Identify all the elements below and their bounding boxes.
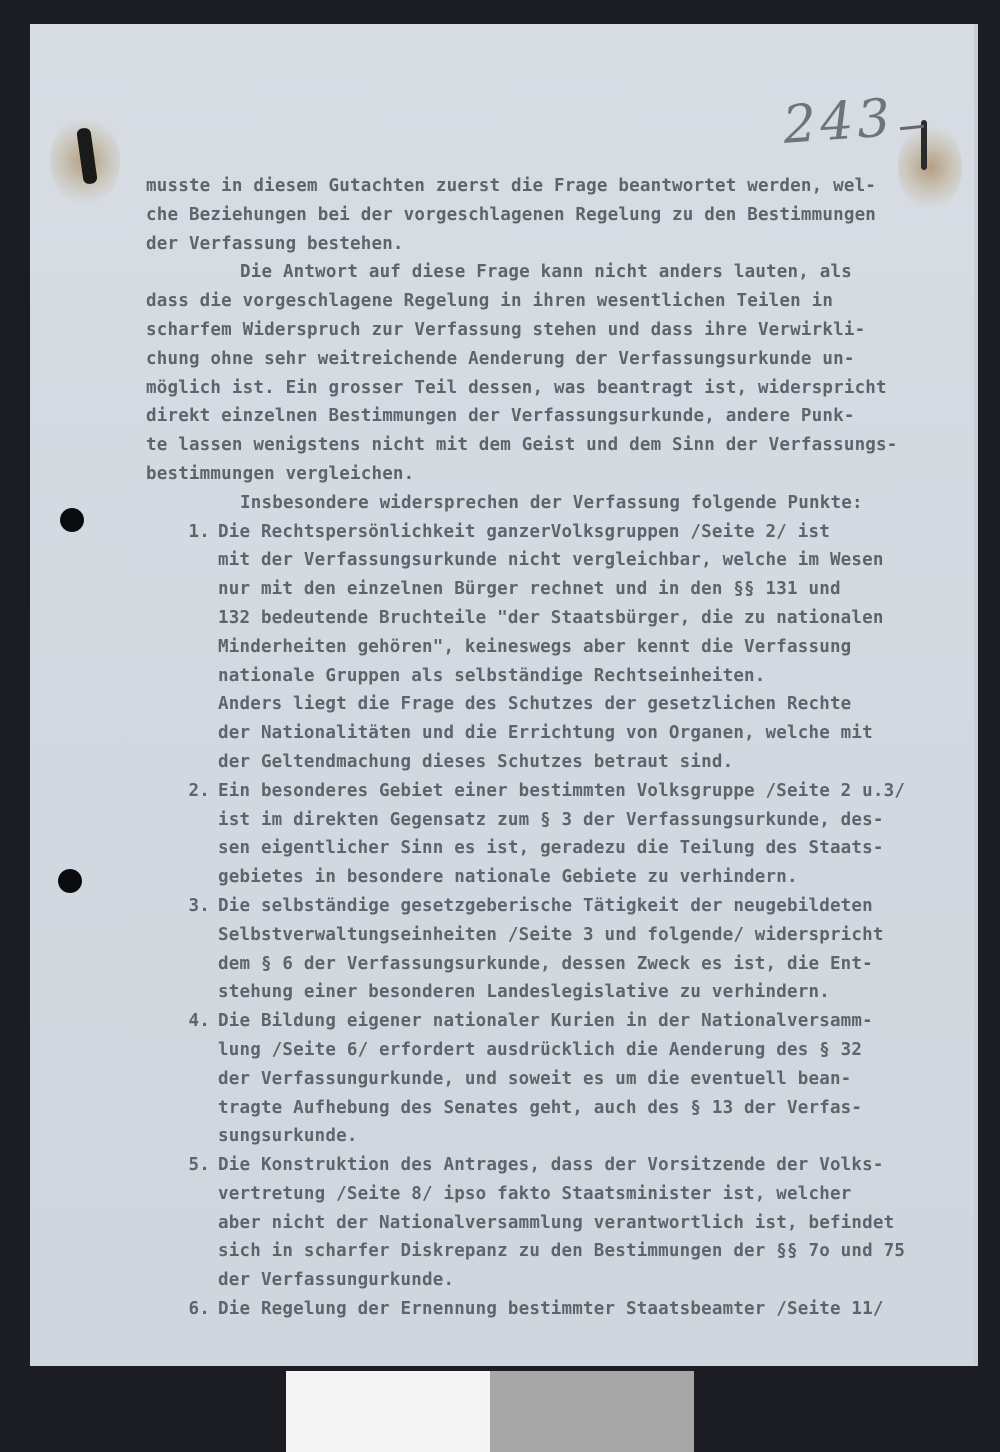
- text-line: Die Regelung der Ernennung bestimmter Staatsbeamter /Seite 11/: [218, 1299, 884, 1320]
- text-line: der Verfassung bestehen.: [146, 233, 404, 254]
- text-line: aber nicht der Nationalversammlung verantwortlich ist, befindet: [218, 1212, 895, 1233]
- text-line: der Verfassungurkunde.: [218, 1270, 455, 1291]
- paragraph-1: [146, 172, 966, 258]
- paragraph-3: [146, 489, 966, 518]
- list-number: 6.: [188, 1299, 210, 1320]
- text-line: ist im direkten Gegensatz zum § 3 der Verfassungsurkunde, des-: [218, 809, 884, 830]
- handwritten-page-number: 243: [781, 88, 897, 156]
- text-line: sungsurkunde.: [218, 1126, 358, 1147]
- list-item-5: [146, 1151, 966, 1295]
- text-line: Die Antwort auf diese Frage kann nicht anders lauten, als: [240, 262, 852, 283]
- text-line: lung /Seite 6/ erfordert ausdrücklich die Aenderung des § 32: [218, 1039, 863, 1060]
- list-number: 5.: [188, 1155, 210, 1176]
- text-line: der Geltendmachung dieses Schutzes betraut sind.: [218, 751, 734, 772]
- text-line: scharfem Widerspruch zur Verfassung stehen und dass ihre Verwirkli-: [146, 319, 866, 340]
- list-item-text: [218, 518, 966, 777]
- text-line: dem § 6 der Verfassungsurkunde, dessen Zweck es ist, die Ent-: [218, 953, 873, 974]
- text-line: Anders liegt die Frage des Schutzes der gesetzlichen Rechte: [218, 694, 852, 715]
- text-line: möglich ist. Ein grosser Teil dessen, was beantragt ist, widerspricht: [146, 377, 887, 398]
- list-number: 3.: [188, 895, 210, 916]
- list-item-text: [218, 1007, 966, 1151]
- list-item-1: [146, 518, 966, 777]
- text-line: chung ohne sehr weitreichende Aenderung der Verfassungsurkunde un-: [146, 348, 855, 369]
- list-item-text: [218, 1295, 966, 1324]
- text-line: Die selbständige gesetzgeberische Tätigkeit der neugebildeten: [218, 895, 873, 916]
- text-line: direkt einzelnen Bestimmungen der Verfassungsurkunde, andere Punk-: [146, 406, 855, 427]
- text-line: Die Konstruktion des Antrages, dass der Vorsitzende der Volks-: [218, 1155, 884, 1176]
- text-line: Die Bildung eigener nationaler Kurien in der Nationalversamm-: [218, 1011, 873, 1032]
- text-line: nationale Gruppen als selbständige Rechtseinheiten.: [218, 665, 766, 686]
- list-item-6: [146, 1295, 966, 1324]
- text-line: Ein besonderes Gebiet einer bestimmten Volksgruppe /Seite 2 u.3/: [218, 780, 906, 801]
- document-body: [146, 172, 966, 1324]
- list-item-4: [146, 1007, 966, 1151]
- list-item-text: [218, 1151, 966, 1295]
- text-line: vertretung /Seite 8/ ipso fakto Staatsminister ist, welcher: [218, 1183, 852, 1204]
- list-item-3: [146, 892, 966, 1007]
- text-line: mit der Verfassungsurkunde nicht vergleichbar, welche im Wesen: [218, 550, 884, 571]
- text-line: Die Rechtspersönlichkeit ganzerVolksgruppen /Seite 2/ ist: [218, 521, 830, 542]
- list-number: 4.: [188, 1011, 210, 1032]
- text-line: stehung einer besonderen Landeslegislative zu verhindern.: [218, 982, 830, 1003]
- text-line: sen eigentlicher Sinn es ist, geradezu die Teilung des Staats-: [218, 838, 884, 859]
- calibration-patch-white: [286, 1371, 490, 1452]
- text-line: Insbesondere widersprechen der Verfassung folgende Punkte:: [240, 492, 863, 513]
- punch-hole-lower: [58, 869, 82, 893]
- text-line: tragte Aufhebung des Senates geht, auch des § 13 der Verfas-: [218, 1097, 863, 1118]
- text-line: bestimmungen vergleichen.: [146, 463, 415, 484]
- list-number: 2.: [188, 780, 210, 801]
- punch-hole-upper: [60, 508, 84, 532]
- list-number: 1.: [188, 521, 210, 542]
- text-line: dass die vorgeschlagene Regelung in ihren wesentlichen Teilen in: [146, 291, 834, 312]
- list-item-2: [146, 777, 966, 892]
- list-item-text: [218, 777, 966, 892]
- text-line: Minderheiten gehören", keineswegs aber kennt die Verfassung: [218, 636, 852, 657]
- text-line: gebietes in besondere nationale Gebiete zu verhindern.: [218, 867, 798, 888]
- text-line: te lassen wenigstens nicht mit dem Geist und dem Sinn der Verfassungs-: [146, 435, 898, 456]
- calibration-patch-grey: [490, 1371, 694, 1452]
- text-line: Selbstverwaltungseinheiten /Seite 3 und folgende/ widerspricht: [218, 924, 884, 945]
- paragraph-2: [146, 258, 966, 488]
- text-line: sich in scharfer Diskrepanz zu den Bestimmungen der §§ 7o und 75: [218, 1241, 906, 1262]
- text-line: musste in diesem Gutachten zuerst die Frage beantwortet werden, wel-: [146, 176, 877, 196]
- text-line: nur mit den einzelnen Bürger rechnet und in den §§ 131 und: [218, 579, 841, 600]
- text-line: che Beziehungen bei der vorgeschlagenen Regelung zu den Bestimmungen: [146, 204, 877, 225]
- text-line: der Verfassungurkunde, und soweit es um die eventuell bean-: [218, 1068, 852, 1089]
- text-line: 132 bedeutende Bruchteile "der Staatsbürger, die zu nationalen: [218, 607, 884, 628]
- text-line: der Nationalitäten und die Errichtung von Organen, welche mit: [218, 723, 873, 744]
- list-item-text: [218, 892, 966, 1007]
